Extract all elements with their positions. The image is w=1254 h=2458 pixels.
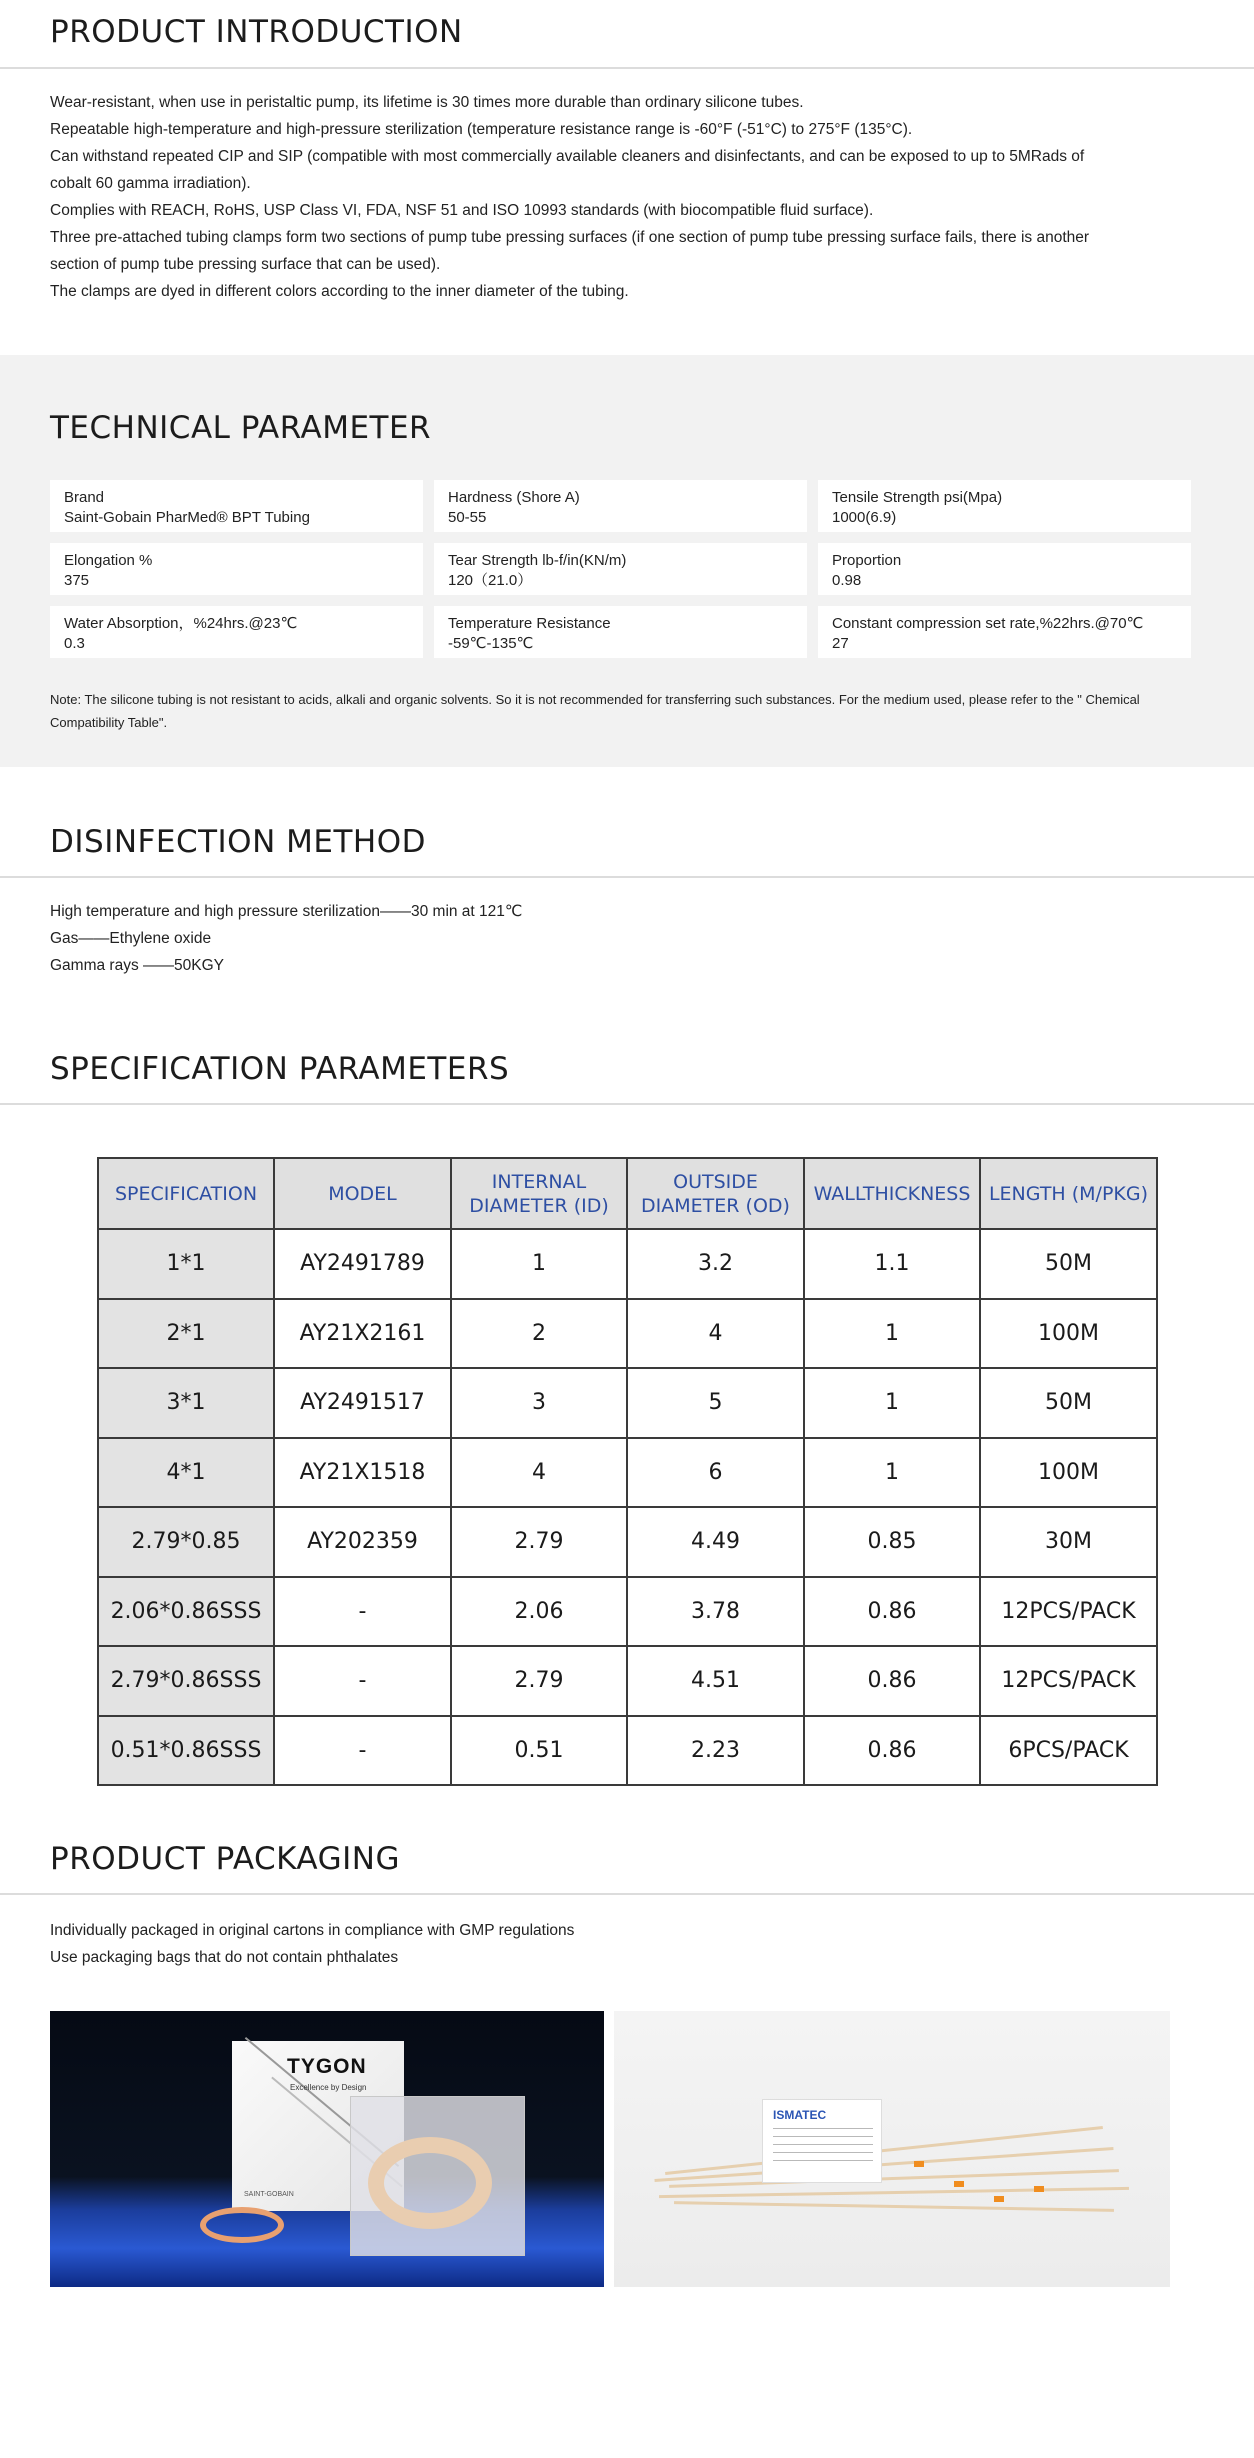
table-cell: 100M [980,1438,1157,1508]
tubing-strand [674,2201,1114,2212]
divider [0,1893,1254,1895]
tech-value: 1000(6.9) [832,509,897,526]
disinfection-line: Gas——Ethylene oxide [50,930,212,947]
intro-line: The clamps are dyed in different colors according to the inner diameter of the tubing. [50,283,629,300]
carton-tagline: Excellence by Design [290,2083,367,2092]
header-cell [980,1158,1157,1229]
tech-value: 120（21.0） [448,572,533,589]
disinfection-line: High temperature and high pressure sterilization——30 min at 121℃ [50,903,523,920]
spec-cell: 2.79*0.85 [98,1507,274,1577]
note-line: Note: The silicone tubing is not resistant to acids, alkali and organic solvents. So it is not recommended for transferring such substances. For the medium used, please refer to the " Chemical [50,692,1140,707]
tech-value: 27 [832,635,849,652]
tech-label: Constant compression set rate,%22hrs.@70℃ [832,615,1144,632]
table-cell: 6 [627,1438,804,1508]
section-product-packaging [0,1841,1254,2458]
header-cell [451,1158,627,1229]
product-label [762,2099,882,2183]
tech-value: 50-55 [448,509,487,526]
table-cell: 3.78 [627,1577,804,1647]
packaging-line: Use packaging bags that do not contain phthalates [50,1949,399,1966]
table-cell: - [274,1577,451,1647]
intro-line: Wear-resistant, when use in peristaltic pump, its lifetime is 30 times more durable than ordinary silicone tubes. [50,94,804,111]
section-title: TECHNICAL PARAMETER [50,410,432,446]
table-row [98,1229,1157,1299]
table-cell: 4 [451,1438,627,1508]
tech-cell [50,543,423,595]
tech-label: Water Absorption，%24hrs.@23℃ [64,615,298,632]
table-cell: 2.06 [451,1577,627,1647]
table-cell: 4.49 [627,1507,804,1577]
section-title: SPECIFICATION PARAMETERS [50,1051,510,1087]
header-line: DIAMETER (OD) [641,1194,790,1217]
divider [0,876,1254,878]
header-line: INTERNAL [491,1170,587,1193]
table-row [98,1368,1157,1438]
table-cell: 5 [627,1368,804,1438]
tech-label: Temperature Resistance [448,615,611,632]
tech-label: Tensile Strength psi(Mpa) [832,489,1003,506]
header-cell [627,1158,804,1229]
tech-cell [818,606,1191,658]
table-cell: 12PCS/PACK [980,1577,1157,1647]
divider [0,1103,1254,1105]
spec-cell: 4*1 [98,1438,274,1508]
tech-cell [50,606,423,658]
tech-label: Tear Strength lb-f/in(KN/m) [448,552,627,569]
table-cell: 1 [804,1368,980,1438]
carton-logo: TYGON [287,2055,367,2078]
photo-tubing-bag [614,2011,1170,2287]
intro-line: section of pump tube pressing surface that can be used). [50,256,441,273]
tubing-strand [669,2169,1119,2188]
tech-label: Elongation % [64,552,153,569]
intro-text [0,89,1254,305]
table-cell: AY2491517 [274,1368,451,1438]
tech-grid [50,480,1254,658]
tubing-coil-small [200,2207,284,2243]
intro-line: Three pre-attached tubing clamps form two sections of pump tube pressing surfaces (if one section of pump tube pressing surface fails, there is another [50,229,1090,246]
table-cell: - [274,1646,451,1716]
spec-cell: 0.51*0.86SSS [98,1716,274,1786]
tech-label: Proportion [832,552,902,569]
table-body [98,1229,1157,1785]
header-line: LENGTH (M/PKG) [988,1182,1149,1205]
spec-table [97,1157,1158,1786]
header-line: DIAMETER (ID) [469,1194,609,1217]
intro-line: Repeatable high-temperature and high-pressure sterilization (temperature resistance range is -60°F (-51°C) to 275°F (135°C). [50,121,913,138]
table-header-row [98,1158,1157,1229]
table-cell: 3 [451,1368,627,1438]
tubing-clamp [954,2181,964,2187]
note-line: Compatibility Table". [50,715,168,730]
header-cell [804,1158,980,1229]
section-disinfection-method [0,767,1254,1031]
table-cell: 12PCS/PACK [980,1646,1157,1716]
packaging-photos [0,2011,1254,2311]
disinfection-text [0,898,1254,979]
intro-line: Can withstand repeated CIP and SIP (compatible with most commercially available cleaners and disinfectants, and can be exposed to up to 5MRads of [50,148,1085,165]
table-cell: AY21X1518 [274,1438,451,1508]
tubing-clamp [1034,2186,1044,2192]
section-title: PRODUCT PACKAGING [50,1841,400,1877]
disinfection-line: Gamma rays ——50KGY [50,957,224,974]
tubing-strand [665,2126,1103,2175]
table-cell: 4.51 [627,1646,804,1716]
section-title: PRODUCT INTRODUCTION [50,14,463,50]
tech-value: 0.98 [832,572,862,589]
table-cell: 6PCS/PACK [980,1716,1157,1786]
section-technical-parameter [0,355,1254,767]
table-cell: 0.86 [804,1577,980,1647]
header-line: MODEL [328,1182,397,1205]
table-row [98,1646,1157,1716]
table-cell: 50M [980,1368,1157,1438]
packaging-line: Individually packaged in original cartons in compliance with GMP regulations [50,1922,575,1939]
tech-value: 0.3 [64,635,85,652]
tech-cell [818,480,1191,532]
carton-maker: SAINT-GOBAIN [244,2191,294,2198]
tech-label: Brand [64,489,105,506]
label-text-lines [773,2128,873,2168]
spec-cell: 2.79*0.86SSS [98,1646,274,1716]
tech-value: -59℃-135℃ [448,635,534,652]
label-brand: ISMATEC [773,2108,827,2122]
section-specification-parameters [0,1031,1254,1841]
table-cell: 2.79 [451,1646,627,1716]
header-line: SPECIFICATION [114,1182,258,1205]
photo-carton-and-coil [50,2011,604,2287]
tech-label: Hardness (Shore A) [448,489,580,506]
table-cell: 1 [804,1299,980,1369]
header-line: OUTSIDE [673,1170,758,1193]
table-row [98,1438,1157,1508]
tech-value: Saint-Gobain PharMed® BPT Tubing [64,509,310,526]
table-cell: 4 [627,1299,804,1369]
spec-cell: 3*1 [98,1368,274,1438]
tech-cell [434,606,807,658]
packaging-text [0,1917,1254,1971]
table-row [98,1299,1157,1369]
tubing-strand [659,2187,1129,2198]
table-cell: AY202359 [274,1507,451,1577]
header-line: WALLTHICKNESS [813,1182,971,1205]
table-row [98,1716,1157,1786]
table-cell: 30M [980,1507,1157,1577]
header-cell [274,1158,451,1229]
tubing-clamp [994,2196,1004,2202]
table-cell: 2 [451,1299,627,1369]
divider [0,67,1254,69]
table-cell: AY2491789 [274,1229,451,1299]
table-cell: 0.51 [451,1716,627,1786]
tech-cell [434,543,807,595]
table-row [98,1577,1157,1647]
section-product-introduction [0,0,1254,355]
table-cell: - [274,1716,451,1786]
header-cell [98,1158,274,1229]
spec-cell: 2*1 [98,1299,274,1369]
intro-line: Complies with REACH, RoHS, USP Class VI, FDA, NSF 51 and ISO 10993 standards (with biocompatible fluid surface). [50,202,874,219]
table-cell: 0.86 [804,1716,980,1786]
table-cell: 1 [451,1229,627,1299]
table-cell: 1 [804,1438,980,1508]
tech-note [50,688,1204,734]
table-cell: 50M [980,1229,1157,1299]
table-cell: AY21X2161 [274,1299,451,1369]
spec-cell: 1*1 [98,1229,274,1299]
table-cell: 0.86 [804,1646,980,1716]
tech-cell [50,480,423,532]
table-cell: 2.23 [627,1716,804,1786]
table-row [98,1507,1157,1577]
tech-cell [818,543,1191,595]
table-cell: 0.85 [804,1507,980,1577]
table-cell: 3.2 [627,1229,804,1299]
table-cell: 100M [980,1299,1157,1369]
tech-value: 375 [64,572,90,589]
table-cell: 2.79 [451,1507,627,1577]
tubing-coil [368,2137,492,2229]
table-cell: 1.1 [804,1229,980,1299]
tubing-clamp [914,2161,924,2167]
spec-cell: 2.06*0.86SSS [98,1577,274,1647]
section-title: DISINFECTION METHOD [50,824,426,860]
intro-line: cobalt 60 gamma irradiation). [50,175,251,192]
tech-cell [434,480,807,532]
